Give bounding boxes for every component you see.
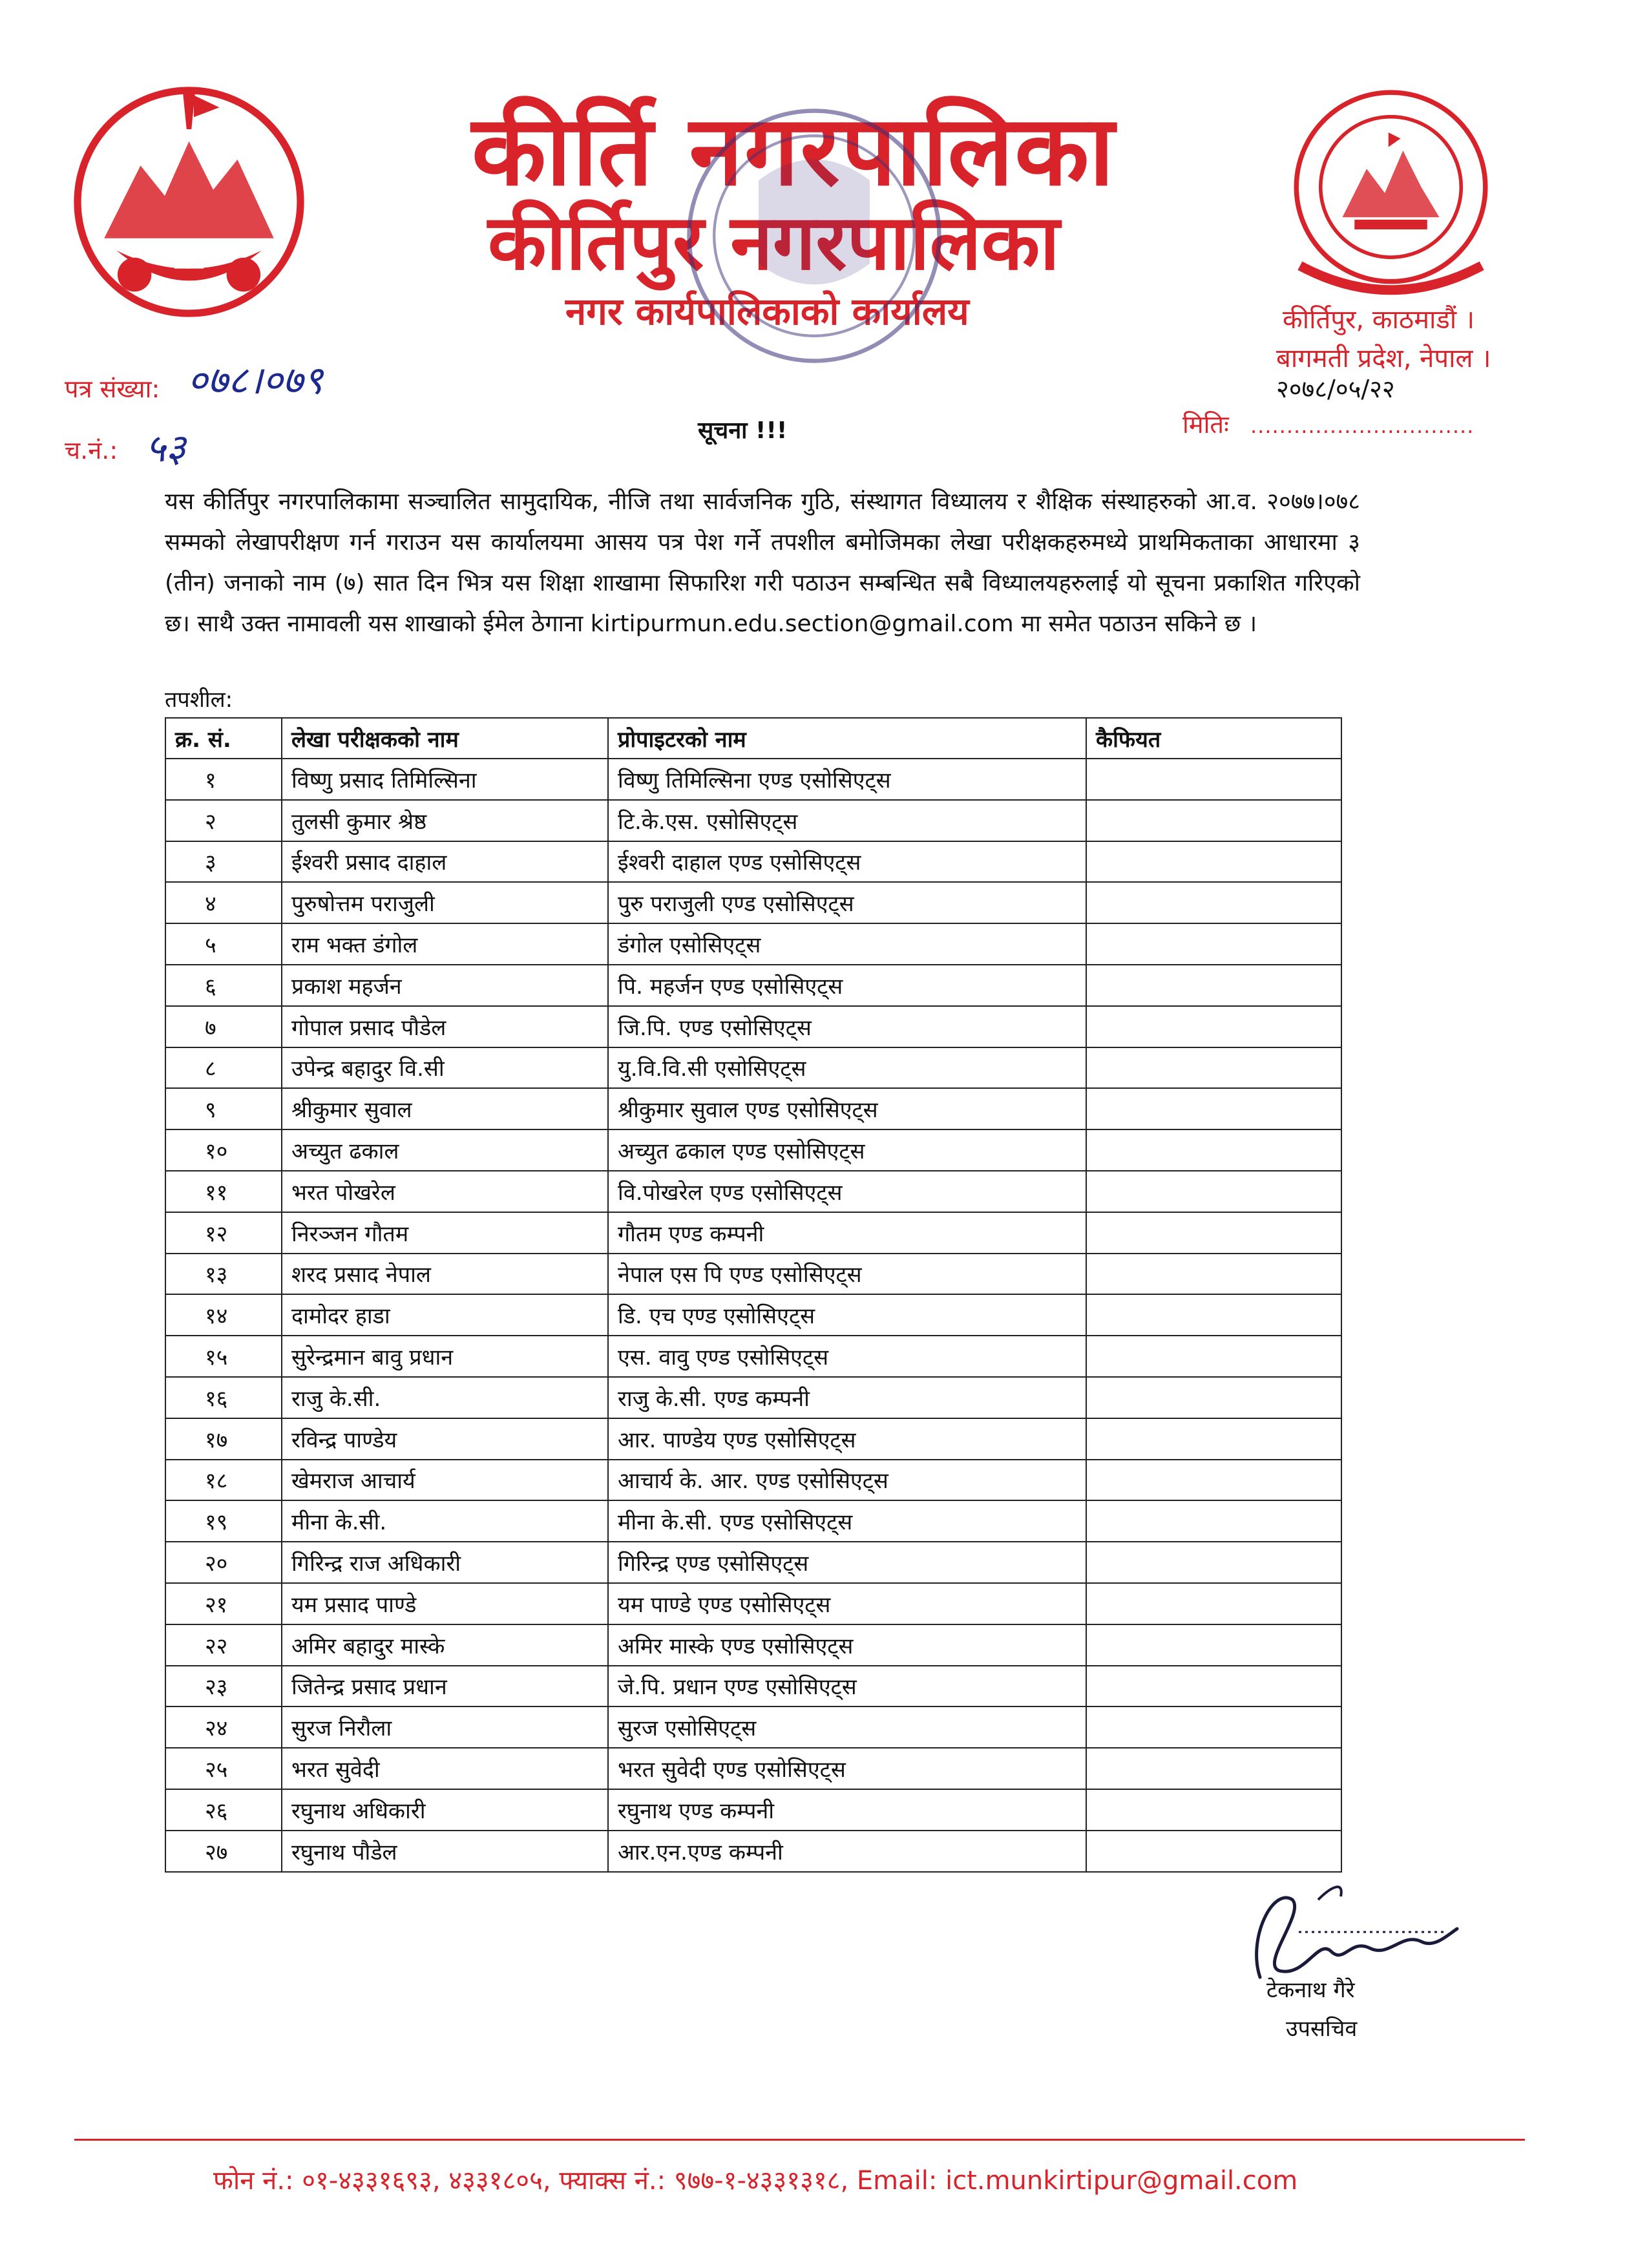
- table-row: [165, 759, 1341, 800]
- letter-date: २०७८/०५/२२: [1276, 375, 1395, 403]
- municipality-title-stylized: कीर्ति नगरपालिका: [472, 95, 1116, 207]
- cell-serial: ११: [165, 1171, 282, 1212]
- address-province: बागमती प्रदेश, नेपाल ।: [1276, 344, 1491, 373]
- table-row: [165, 800, 1341, 841]
- cell-serial: ५: [165, 923, 282, 965]
- cell-remarks: [1086, 923, 1341, 965]
- cell-auditor-name: अच्युत ढकाल: [282, 1129, 608, 1171]
- cell-remarks: [1086, 1706, 1341, 1748]
- cell-serial: २४: [165, 1706, 282, 1748]
- cell-serial: १५: [165, 1336, 282, 1377]
- cell-proprietor-name: वि.पोखरेल एण्ड एसोसिएट्स: [608, 1171, 1086, 1212]
- cell-auditor-name: दामोदर हाडा: [282, 1294, 608, 1336]
- cell-serial: १९: [165, 1500, 282, 1542]
- cell-remarks: [1086, 1088, 1341, 1129]
- cell-serial: ८: [165, 1047, 282, 1089]
- municipality-logo-icon: [1270, 84, 1512, 297]
- cell-auditor-name: ईश्वरी प्रसाद दाहाल: [282, 841, 608, 883]
- cell-proprietor-name: आचार्य के. आर. एण्ड एसोसिएट्स: [608, 1460, 1086, 1501]
- cell-serial: १६: [165, 1377, 282, 1418]
- table-row: [165, 1336, 1341, 1377]
- cell-auditor-name: विष्णु प्रसाद तिमिल्सिना: [282, 759, 608, 800]
- details-label: तपशील:: [165, 687, 233, 713]
- cell-remarks: [1086, 1377, 1341, 1418]
- table-row: [165, 1171, 1341, 1212]
- cell-proprietor-name: अच्युत ढकाल एण्ड एसोसिएट्स: [608, 1129, 1086, 1171]
- office-title: नगर कार्यपालिकाको कार्यालय: [565, 289, 969, 333]
- table-row: [165, 965, 1341, 1006]
- table-header-row: [165, 718, 1341, 759]
- table-row: [165, 1254, 1341, 1295]
- cell-proprietor-name: एस. वावु एण्ड एसोसिएट्स: [608, 1336, 1086, 1377]
- signatory-name: टेकनाथ गैरे: [1266, 1977, 1355, 2003]
- cell-auditor-name: रविन्द्र पाण्डेय: [282, 1418, 608, 1460]
- cell-proprietor-name: भरत सुवेदी एण्ड एसोसिएट्स: [608, 1748, 1086, 1789]
- cell-serial: ६: [165, 965, 282, 1006]
- cell-serial: ७: [165, 1006, 282, 1047]
- signatory-title: उपसचिव: [1286, 2016, 1358, 2042]
- cell-remarks: [1086, 1500, 1341, 1542]
- cell-auditor-name: भरत सुवेदी: [282, 1748, 608, 1789]
- table-row: [165, 1706, 1341, 1748]
- cell-remarks: [1086, 1212, 1341, 1254]
- cell-remarks: [1086, 1006, 1341, 1047]
- header-remarks: कैफियत: [1086, 718, 1341, 759]
- cell-serial: १८: [165, 1460, 282, 1501]
- cell-remarks: [1086, 800, 1341, 841]
- cell-serial: ४: [165, 882, 282, 923]
- cell-serial: १३: [165, 1254, 282, 1295]
- table-row: [165, 1006, 1341, 1047]
- cell-auditor-name: श्रीकुमार सुवाल: [282, 1088, 608, 1129]
- cell-remarks: [1086, 965, 1341, 1006]
- cell-auditor-name: गिरिन्द्र राज अधिकारी: [282, 1542, 608, 1583]
- cell-remarks: [1086, 1748, 1341, 1789]
- table-row: [165, 1748, 1341, 1789]
- cell-auditor-name: भरत पोखरेल: [282, 1171, 608, 1212]
- table-row: [165, 1418, 1341, 1460]
- header-auditor-name: लेखा परीक्षकको नाम: [282, 718, 608, 759]
- cell-auditor-name: गोपाल प्रसाद पौडेल: [282, 1006, 608, 1047]
- cell-serial: १७: [165, 1418, 282, 1460]
- cell-proprietor-name: डि. एच एण्ड एसोसिएट्स: [608, 1294, 1086, 1336]
- header-proprietor-name: प्रोपाइटरको नाम: [608, 718, 1086, 759]
- table-row: [165, 1047, 1341, 1089]
- nepal-emblem-icon: [68, 81, 310, 323]
- table-row: [165, 923, 1341, 965]
- notice-heading: सूचना !!!: [698, 417, 788, 444]
- cell-proprietor-name: यु.वि.वि.सी एसोसिएट्स: [608, 1047, 1086, 1089]
- dispatch-number-value: ५३: [145, 426, 186, 471]
- table-row: [165, 1500, 1341, 1542]
- cell-proprietor-name: अमिर मास्के एण्ड एसोसिएट्स: [608, 1624, 1086, 1666]
- cell-remarks: [1086, 1460, 1341, 1501]
- footer-contact: फोन नं.: ०१-४३३१६९३, ४३३१८०५, फ्याक्स नं.: ९७७-१-४३३१३१८, Email: ict.munkirtipur@gmail.com: [213, 2166, 1298, 2196]
- cell-remarks: [1086, 1583, 1341, 1624]
- table-row: [165, 1212, 1341, 1254]
- cell-remarks: [1086, 1542, 1341, 1583]
- cell-serial: ९: [165, 1088, 282, 1129]
- cell-proprietor-name: आर.एन.एण्ड कम्पनी: [608, 1831, 1086, 1872]
- table-row: [165, 1666, 1341, 1707]
- cell-remarks: [1086, 1171, 1341, 1212]
- cell-proprietor-name: टि.के.एस. एसोसिएट्स: [608, 800, 1086, 841]
- cell-remarks: [1086, 1789, 1341, 1831]
- table-row: [165, 1624, 1341, 1666]
- table-body: [165, 759, 1341, 1872]
- cell-serial: १०: [165, 1129, 282, 1171]
- cell-auditor-name: जितेन्द्र प्रसाद प्रधान: [282, 1666, 608, 1707]
- cell-auditor-name: राम भक्त डंगोल: [282, 923, 608, 965]
- cell-auditor-name: रघुनाथ पौडेल: [282, 1831, 608, 1872]
- cell-proprietor-name: मीना के.सी. एण्ड एसोसिएट्स: [608, 1500, 1086, 1542]
- cell-auditor-name: सुरेन्द्रमान बावु प्रधान: [282, 1336, 608, 1377]
- cell-auditor-name: पुरुषोत्तम पराजुली: [282, 882, 608, 923]
- footer-divider: [74, 2139, 1525, 2141]
- cell-serial: १४: [165, 1294, 282, 1336]
- cell-proprietor-name: पुरु पराजुली एण्ड एसोसिएट्स: [608, 882, 1086, 923]
- cell-auditor-name: रघुनाथ अधिकारी: [282, 1789, 608, 1831]
- table-row: [165, 1129, 1341, 1171]
- reference-number-value: ०७८।०७९: [187, 358, 323, 403]
- cell-auditor-name: सुरज निरौला: [282, 1706, 608, 1748]
- cell-serial: १२: [165, 1212, 282, 1254]
- cell-auditor-name: प्रकाश महर्जन: [282, 965, 608, 1006]
- cell-proprietor-name: नेपाल एस पि एण्ड एसोसिएट्स: [608, 1254, 1086, 1295]
- table-row: [165, 1831, 1341, 1872]
- cell-auditor-name: निरञ्जन गौतम: [282, 1212, 608, 1254]
- cell-serial: २२: [165, 1624, 282, 1666]
- cell-proprietor-name: रघुनाथ एण्ड कम्पनी: [608, 1789, 1086, 1831]
- date-value-blank: ...............................: [1250, 414, 1475, 438]
- table-row: [165, 882, 1341, 923]
- cell-proprietor-name: आर. पाण्डेय एण्ड एसोसिएट्स: [608, 1418, 1086, 1460]
- auditor-table: [165, 717, 1342, 1873]
- cell-proprietor-name: विष्णु तिमिल्सिना एण्ड एसोसिएट्स: [608, 759, 1086, 800]
- cell-proprietor-name: ईश्वरी दाहाल एण्ड एसोसिएट्स: [608, 841, 1086, 883]
- cell-proprietor-name: गिरिन्द्र एण्ड एसोसिएट्स: [608, 1542, 1086, 1583]
- table-row: [165, 1583, 1341, 1624]
- table-row: [165, 841, 1341, 883]
- cell-remarks: [1086, 759, 1341, 800]
- cell-auditor-name: उपेन्द्र बहादुर वि.सी: [282, 1047, 608, 1089]
- cell-proprietor-name: यम पाण्डे एण्ड एसोसिएट्स: [608, 1583, 1086, 1624]
- cell-proprietor-name: डंगोल एसोसिएट्स: [608, 923, 1086, 965]
- cell-serial: २३: [165, 1666, 282, 1707]
- cell-auditor-name: अमिर बहादुर मास्के: [282, 1624, 608, 1666]
- reference-number-label: पत्र संख्या:: [65, 375, 160, 403]
- table-row: [165, 1294, 1341, 1336]
- table-row: [165, 1789, 1341, 1831]
- cell-remarks: [1086, 1418, 1341, 1460]
- cell-proprietor-name: जे.पि. प्रधान एण्ड एसोसिएट्स: [608, 1666, 1086, 1707]
- header-serial: क्र. सं.: [165, 718, 282, 759]
- cell-serial: २५: [165, 1748, 282, 1789]
- cell-serial: ३: [165, 841, 282, 883]
- cell-auditor-name: खेमराज आचार्य: [282, 1460, 608, 1501]
- cell-remarks: [1086, 1254, 1341, 1295]
- cell-remarks: [1086, 841, 1341, 883]
- cell-remarks: [1086, 882, 1341, 923]
- cell-proprietor-name: गौतम एण्ड कम्पनी: [608, 1212, 1086, 1254]
- cell-auditor-name: राजु के.सी.: [282, 1377, 608, 1418]
- cell-remarks: [1086, 1624, 1341, 1666]
- cell-auditor-name: मीना के.सी.: [282, 1500, 608, 1542]
- cell-remarks: [1086, 1294, 1341, 1336]
- notice-body: यस कीर्तिपुर नगरपालिकामा सञ्चालित सामुदायिक, नीजि तथा सार्वजनिक गुठि, संस्थागत विध्यालय र शैक्षिक संस्थाहरुको आ.व. २०७७।०७८ सम्मको लेखापरीक्षण गर्न गराउन यस कार्यालयमा आसय पत्र पेश गर्ने तपशील बमोजिमका लेखा परीक्षकहरुमध्ये प्राथमिकताका आधारमा ३ (तीन) जनाको नाम (७) सात दिन भित्र यस शिक्षा शाखामा सिफारिश गरी पठाउन सम्बन्धित सबै विध्यालयहरुलाई यो सूचना प्रकाशित गरिएको छ। साथै उक्त नामावली यस शाखाको ईमेल ठेगाना kirtipurmun.edu.section@gmail.com मा समेत पठाउन सकिने छ ।: [165, 488, 1360, 637]
- municipality-title: कीर्तिपुर नगरपालिका: [488, 198, 1060, 287]
- table-row: [165, 1460, 1341, 1501]
- table-row: [165, 1377, 1341, 1418]
- cell-proprietor-name: पि. महर्जन एण्ड एसोसिएट्स: [608, 965, 1086, 1006]
- cell-serial: २६: [165, 1789, 282, 1831]
- date-label: मितिः: [1182, 410, 1229, 439]
- cell-serial: २०: [165, 1542, 282, 1583]
- cell-auditor-name: शरद प्रसाद नेपाल: [282, 1254, 608, 1295]
- cell-proprietor-name: श्रीकुमार सुवाल एण्ड एसोसिएट्स: [608, 1088, 1086, 1129]
- cell-proprietor-name: राजु के.सी. एण्ड कम्पनी: [608, 1377, 1086, 1418]
- cell-auditor-name: तुलसी कुमार श्रेष्ठ: [282, 800, 608, 841]
- address-city: कीर्तिपुर, काठमाडौं ।: [1283, 305, 1475, 335]
- cell-auditor-name: यम प्रसाद पाण्डे: [282, 1583, 608, 1624]
- cell-proprietor-name: सुरज एसोसिएट्स: [608, 1706, 1086, 1748]
- official-stamp-icon: [675, 97, 953, 375]
- cell-remarks: [1086, 1666, 1341, 1707]
- cell-serial: २: [165, 800, 282, 841]
- table-row: [165, 1088, 1341, 1129]
- cell-remarks: [1086, 1129, 1341, 1171]
- cell-remarks: [1086, 1336, 1341, 1377]
- dispatch-number-label: च.नं.:: [65, 436, 118, 465]
- cell-serial: १: [165, 759, 282, 800]
- cell-remarks: [1086, 1047, 1341, 1089]
- cell-serial: २७: [165, 1831, 282, 1872]
- table-row: [165, 1542, 1341, 1583]
- cell-serial: २१: [165, 1583, 282, 1624]
- cell-proprietor-name: जि.पि. एण्ड एसोसिएट्स: [608, 1006, 1086, 1047]
